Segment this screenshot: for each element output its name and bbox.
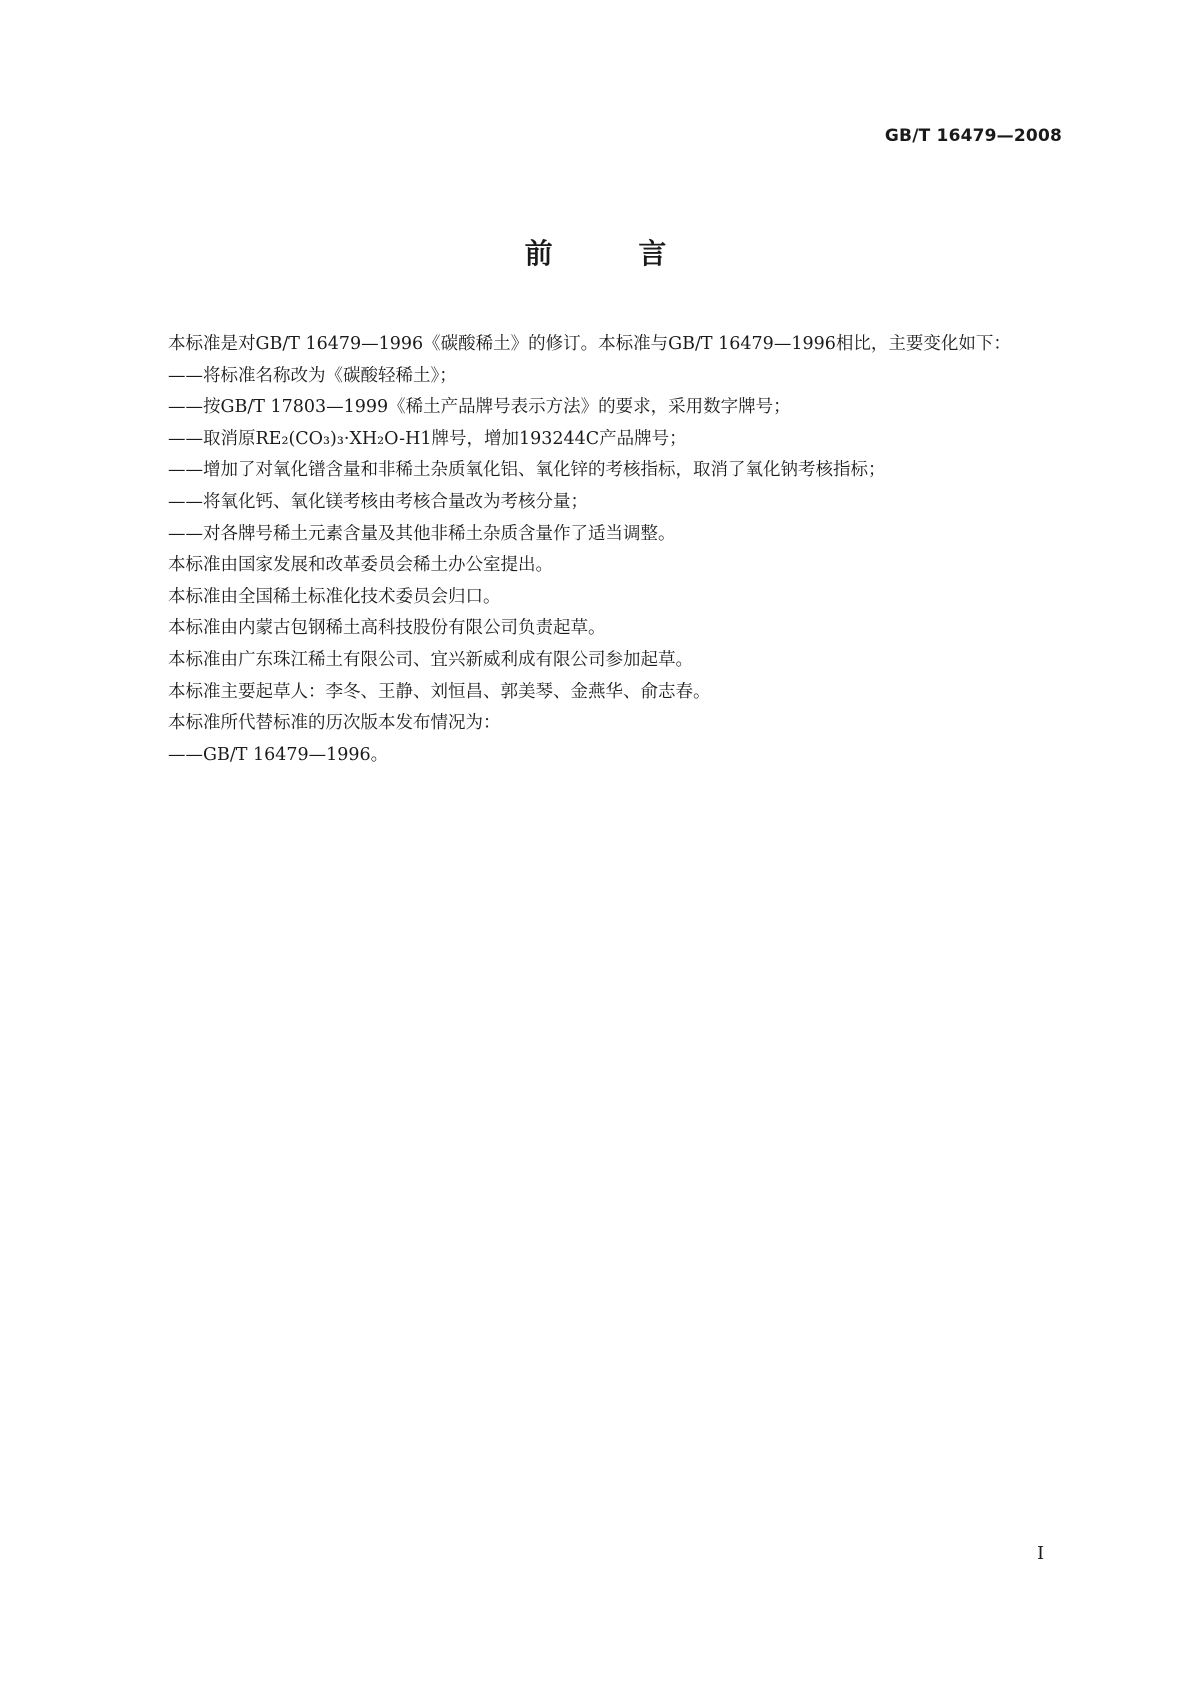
page-number: I: [1037, 1543, 1045, 1564]
change-item-rename: ——将标准名称改为《碳酸轻稀土》；: [168, 365, 457, 386]
change-item-numeric-grade: ——按GB/T 17803—1999《稀土产品牌号表示方法》的要求，采用数字牌号；: [168, 397, 791, 418]
lead-drafter-paragraph: 本标准由内蒙古包钢稀土高科技股份有限公司负责起草。: [168, 618, 606, 639]
intro-paragraph: 本标准是对GB/T 16479—1996《碳酸稀土》的修订。本标准与GB/T 16479—1996相比，主要变化如下：: [168, 334, 1011, 354]
history-item: ——GB/T 16479—1996。: [168, 744, 389, 765]
change-item-cao-mgo: ——将氧化钙、氧化镁考核由考核合量改为考核分量；: [168, 491, 588, 512]
standard-code: GB/T 16479—2008: [884, 126, 1062, 146]
history-paragraph: 本标准所代替标准的历次版本发布情况为：: [168, 713, 501, 734]
change-item-add-indicators: ——增加了对氧化镨含量和非稀土杂质氧化铝、氧化锌的考核指标，取消了氧化钠考核指标；: [168, 460, 886, 481]
page-title: 前 言: [524, 237, 705, 270]
change-item-adjust-content: ——对各牌号稀土元素含量及其他非稀土杂质含量作了适当调整。: [168, 523, 676, 544]
committee-paragraph: 本标准由全国稀土标准化技术委员会归口。: [168, 586, 501, 607]
drafters-paragraph: 本标准主要起草人：李冬、王静、刘恒昌、郭美琴、金燕华、俞志春。: [168, 681, 711, 702]
change-item-cancel-grade: ——取消原RE₂(CO₃)₃·XH₂O-H1牌号，增加193244C产品牌号；: [168, 428, 687, 449]
participant-paragraph: 本标准由广东珠江稀土有限公司、宜兴新威利成有限公司参加起草。: [168, 649, 693, 670]
foreword-body: [130, 329, 1061, 771]
proposer-paragraph: 本标准由国家发展和改革委员会稀土办公室提出。: [168, 555, 553, 576]
